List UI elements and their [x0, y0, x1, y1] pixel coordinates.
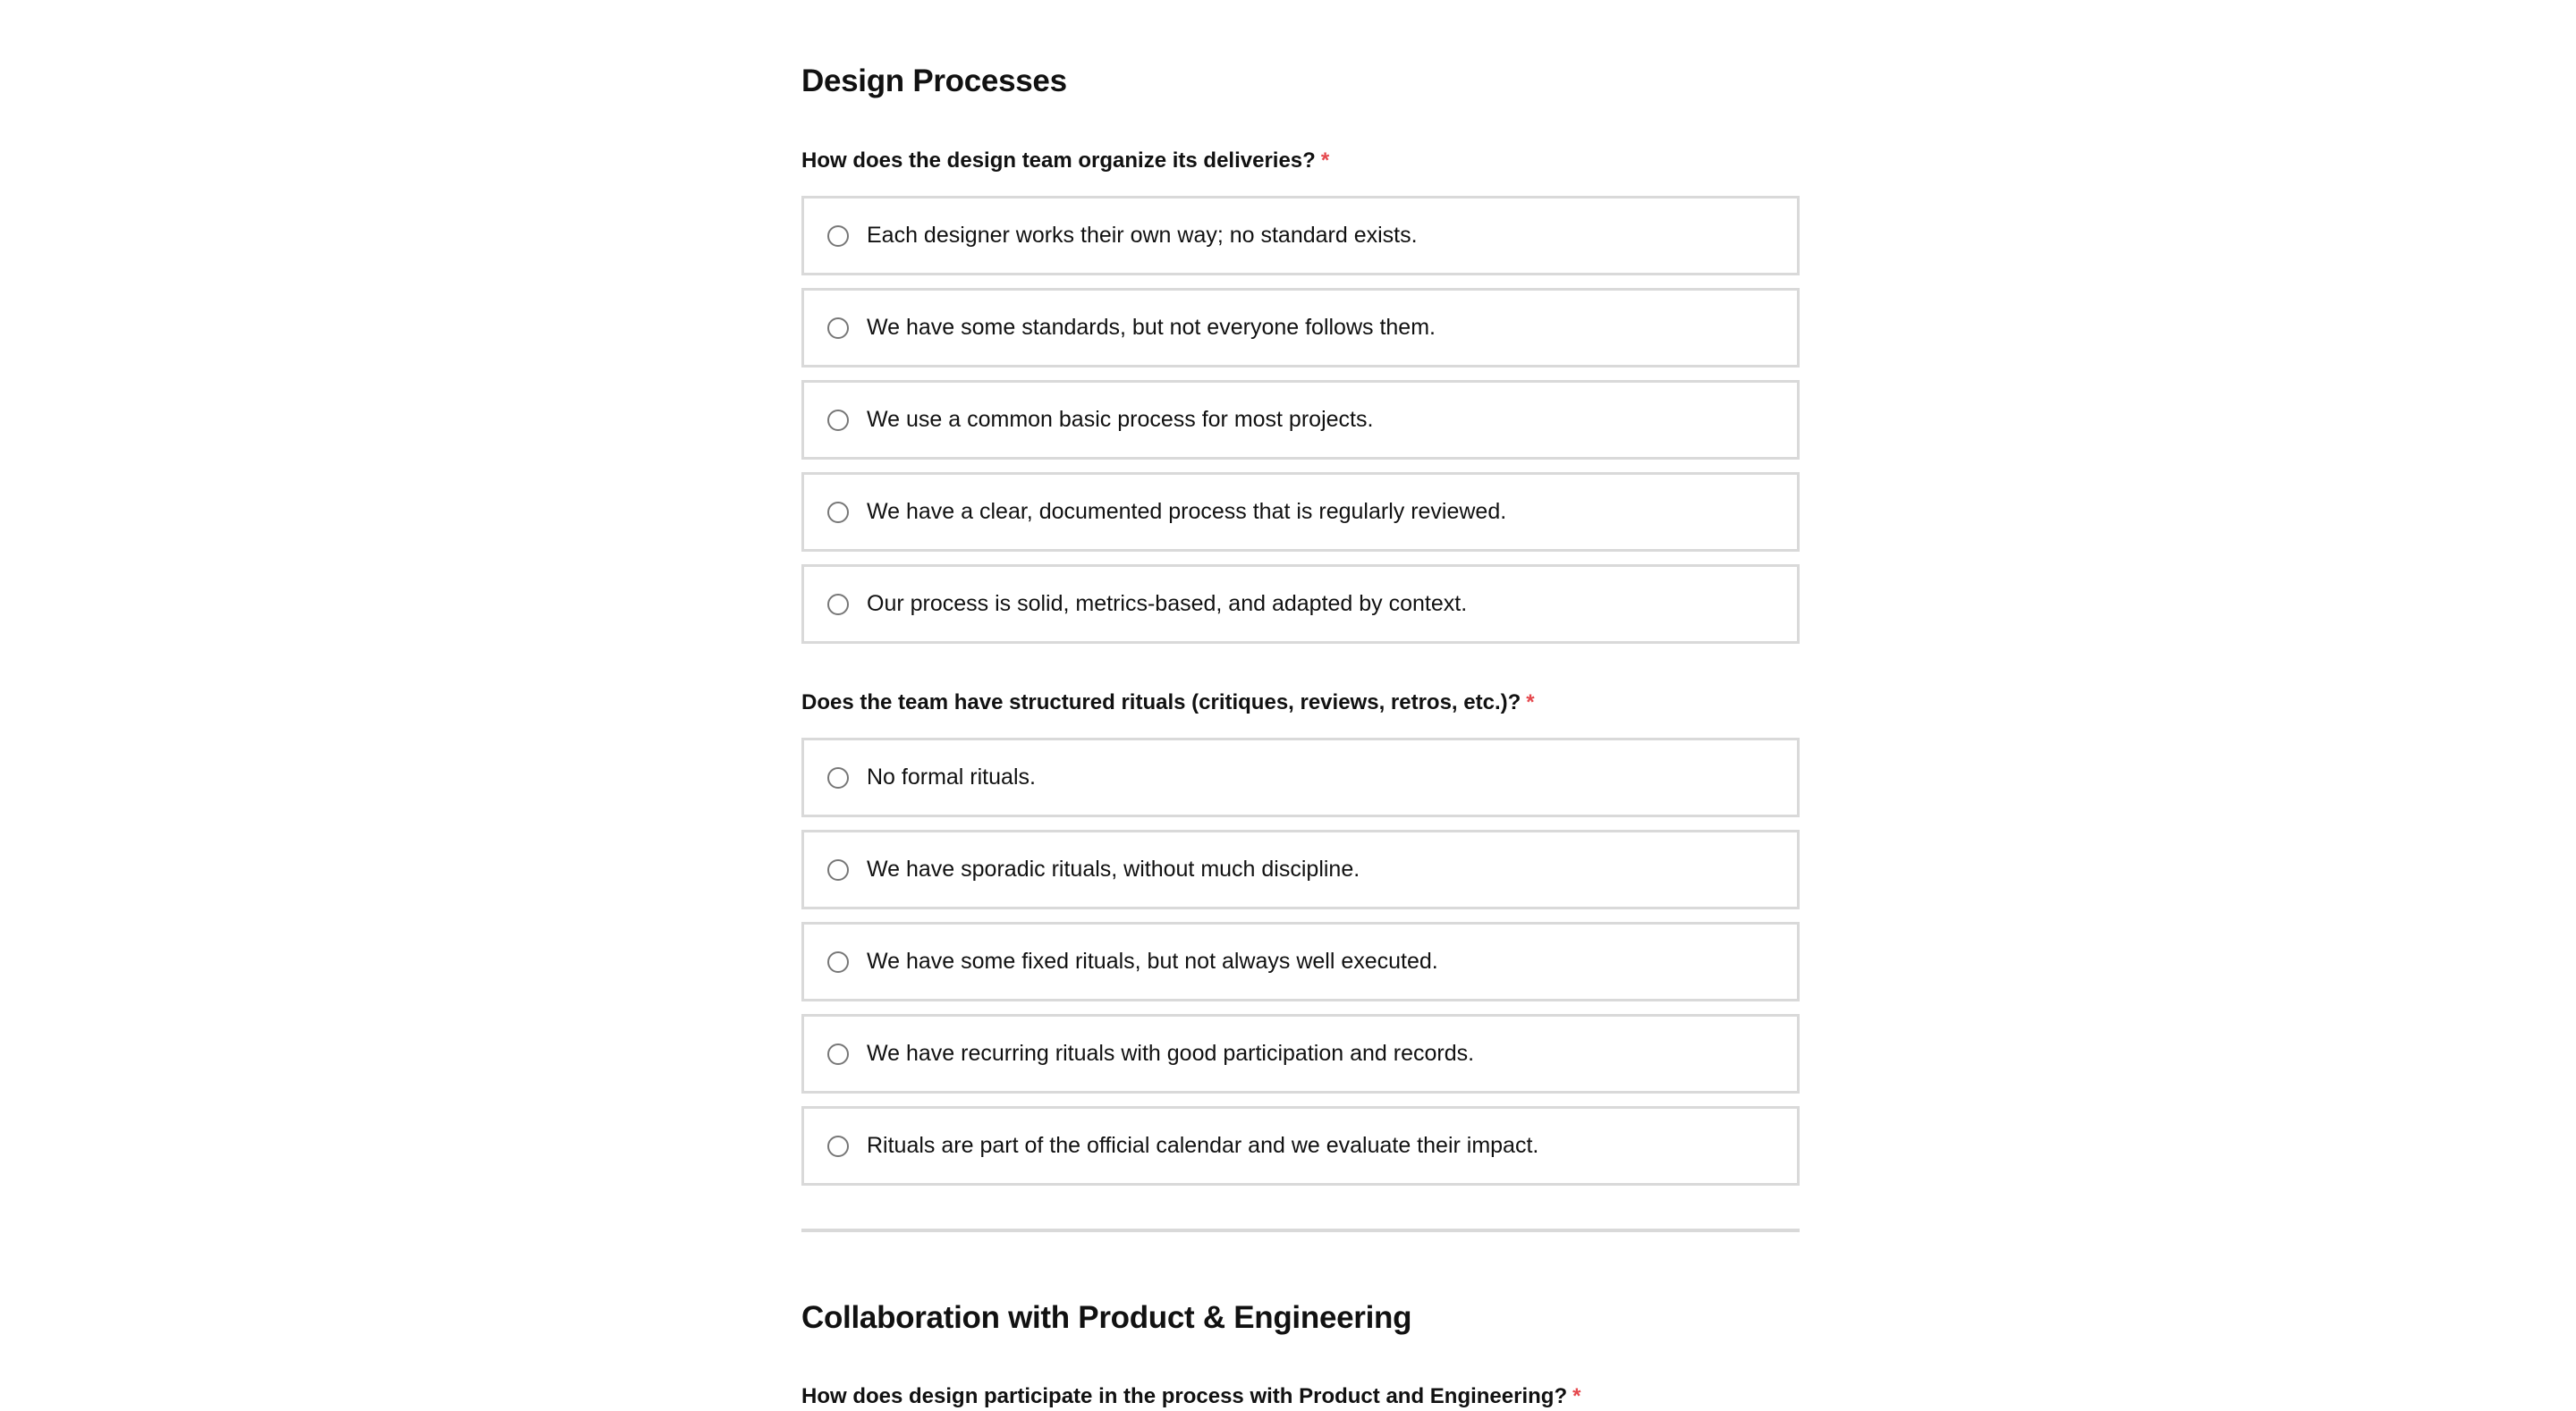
radio-icon[interactable]: [827, 317, 849, 339]
required-mark: *: [1526, 690, 1535, 714]
radio-option[interactable]: [801, 1106, 1800, 1186]
radio-icon[interactable]: [827, 767, 849, 789]
option-label: We have recurring rituals with good participation and records.: [867, 1041, 1475, 1066]
radio-icon[interactable]: [827, 859, 849, 881]
radio-icon[interactable]: [827, 502, 849, 523]
radio-option[interactable]: [801, 380, 1800, 460]
question-text: How does design participate in the process with Product and Engineering?: [801, 1384, 1568, 1408]
section-divider: [801, 1229, 1800, 1232]
question-text: How does the design team organize its deliveries?: [801, 148, 1316, 173]
radio-group-rituals: [801, 738, 1800, 1186]
question-text: Does the team have structured rituals (critiques, reviews, retros, etc.)?: [801, 690, 1521, 714]
survey-form: [801, 0, 1800, 1411]
radio-icon[interactable]: [827, 1043, 849, 1065]
radio-option[interactable]: [801, 288, 1800, 368]
radio-option[interactable]: [801, 472, 1800, 552]
option-label: We have some standards, but not everyone follows them.: [867, 315, 1436, 340]
radio-icon[interactable]: [827, 594, 849, 615]
section-title-design-processes: Design Processes: [801, 63, 1067, 98]
radio-option[interactable]: [801, 564, 1800, 644]
question-label: [801, 147, 1800, 175]
radio-icon[interactable]: [827, 410, 849, 431]
section-title-collaboration: Collaboration with Product & Engineering: [801, 1300, 1412, 1335]
radio-option[interactable]: [801, 196, 1800, 275]
option-label: Each designer works their own way; no standard exists.: [867, 223, 1418, 248]
option-label: We have sporadic rituals, without much discipline.: [867, 857, 1360, 882]
radio-icon[interactable]: [827, 225, 849, 247]
option-label: Rituals are part of the official calendar and we evaluate their impact.: [867, 1133, 1539, 1158]
radio-group-deliveries: [801, 196, 1800, 644]
radio-icon[interactable]: [827, 1136, 849, 1157]
option-label: We have some fixed rituals, but not always well executed.: [867, 949, 1438, 974]
radio-option[interactable]: [801, 922, 1800, 1001]
radio-option[interactable]: [801, 738, 1800, 817]
radio-option[interactable]: [801, 830, 1800, 909]
required-mark: *: [1320, 148, 1330, 173]
required-mark: *: [1572, 1384, 1581, 1408]
option-label: Our process is solid, metrics-based, and adapted by context.: [867, 591, 1468, 616]
option-label: We use a common basic process for most projects.: [867, 407, 1374, 432]
radio-icon[interactable]: [827, 951, 849, 973]
radio-option[interactable]: [801, 1014, 1800, 1094]
question-label: [801, 689, 1800, 717]
option-label: We have a clear, documented process that is regularly reviewed.: [867, 499, 1507, 524]
question-label: [801, 1382, 1800, 1411]
option-label: No formal rituals.: [867, 765, 1036, 790]
